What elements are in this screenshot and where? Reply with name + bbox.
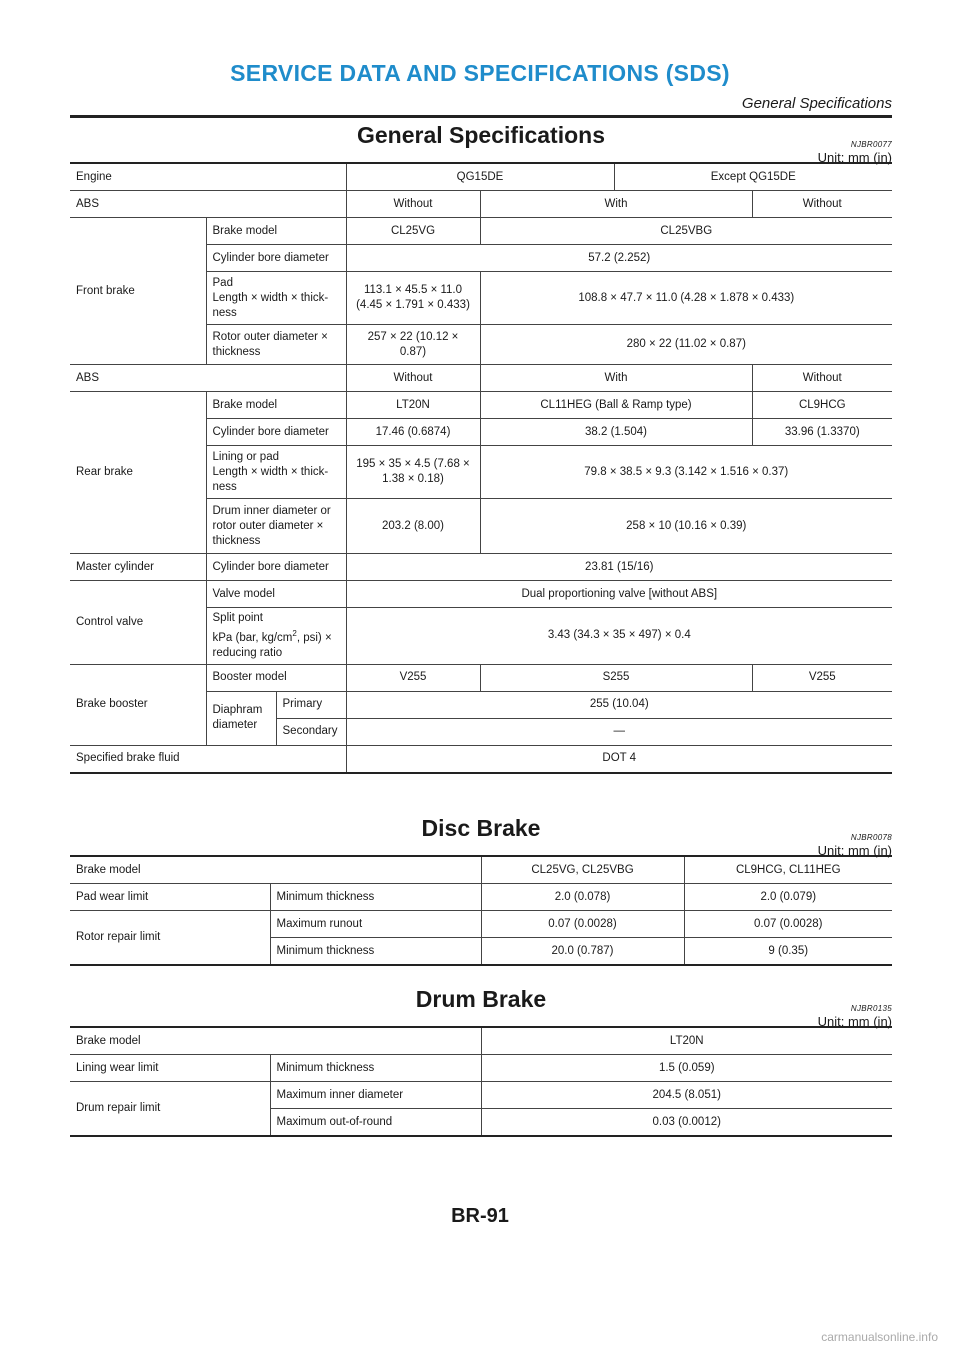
rear-model-lt20n: LT20N: [346, 392, 480, 419]
engine-label: Engine: [70, 163, 346, 191]
rear-model-cl9hcg: CL9HCG: [752, 392, 892, 419]
table-row: [70, 745, 892, 773]
cylinder-bore-label: Cylinder bore diameter: [206, 245, 346, 272]
table-row: [70, 218, 892, 245]
page-number: BR-91: [451, 1205, 509, 1227]
abs-without: Without: [346, 365, 480, 392]
lining-value-2: 79.8 × 38.5 × 9.3 (3.142 × 1.516 × 0.37): [480, 446, 892, 499]
brake-model-label: Brake model: [206, 392, 346, 419]
drum-brake-table: [70, 1026, 892, 1137]
front-cylinder-value: 57.2 (2.252): [346, 245, 892, 272]
front-model-cl25vg: CL25VG: [346, 218, 480, 245]
table-row: [70, 163, 892, 191]
table-row: [70, 1027, 892, 1055]
section-title: Disc Brake: [421, 815, 541, 841]
pad-wear-value-1: 2.0 (0.078): [481, 884, 684, 911]
lining-label: Lining or pad Length × width × thick- ness: [206, 446, 346, 499]
master-cylinder-value: 23.81 (15/16): [346, 554, 892, 581]
page-header-subtitle: General Specifications: [741, 95, 892, 112]
control-valve-label: Control valve: [70, 581, 206, 665]
rear-cylinder-1: 17.46 (0.6874): [346, 419, 480, 446]
section-heading: [70, 813, 892, 858]
abs-with: With: [480, 365, 752, 392]
secondary-value: —: [346, 718, 892, 745]
primary-value: 255 (10.04): [346, 691, 892, 718]
rear-cylinder-2: 38.2 (1.504): [480, 419, 752, 446]
abs-label: ABS: [70, 365, 346, 392]
table-row: [70, 365, 892, 392]
general-spec-table: [70, 162, 892, 774]
abs-without: Without: [752, 365, 892, 392]
pad-wear-label: Pad wear limit: [70, 884, 270, 911]
split-line-2a: kPa (bar, kg/cm: [212, 631, 293, 644]
section-unit: Unit: mm (in): [817, 1014, 892, 1029]
watermark: carmanualsonline.info: [821, 1330, 938, 1344]
section-code: NJBR0135: [850, 1004, 892, 1013]
rotor-value-2: 280 × 22 (11.02 × 0.87): [480, 325, 892, 365]
rear-model-cl11heg: CL11HEG (Ball & Ramp type): [480, 392, 752, 419]
rear-brake-label: Rear brake: [70, 392, 206, 554]
drum-value-2: 258 × 10 (10.16 × 0.39): [480, 499, 892, 554]
max-out-of-round-label: Maximum out-of-round: [270, 1109, 481, 1137]
rotor-value-1: 257 × 22 (10.12 × 0.87): [346, 325, 480, 365]
split-point-value: 3.43 (34.3 × 35 × 497) × 0.4: [346, 608, 892, 665]
engine-except: Except QG15DE: [614, 163, 892, 191]
abs-label: ABS: [70, 191, 346, 218]
pad-value-1: 113.1 × 45.5 × 11.0 (4.45 × 1.791 × 0.433): [346, 272, 480, 325]
thickness-value-2: 9 (0.35): [684, 938, 892, 966]
drum-brake-section: [70, 984, 892, 1137]
diaphragm-label: Diaphram diameter: [206, 691, 276, 745]
primary-label: Primary: [276, 691, 346, 718]
disc-model-2: CL9HCG, CL11HEG: [684, 856, 892, 884]
section-title: Drum Brake: [415, 986, 547, 1012]
front-brake-label: Front brake: [70, 218, 206, 365]
rotor-repair-label: Rotor repair limit: [70, 911, 270, 966]
disc-brake-table: [70, 855, 892, 966]
drum-value-1: 203.2 (8.00): [346, 499, 480, 554]
section-unit: Unit: mm (in): [817, 150, 892, 165]
secondary-label: Secondary: [276, 718, 346, 745]
maximum-runout-label: Maximum runout: [270, 911, 481, 938]
table-row: [70, 664, 892, 691]
lining-value-1: 195 × 35 × 4.5 (7.68 × 1.38 × 0.18): [346, 446, 480, 499]
table-row: [70, 856, 892, 884]
split-line-2b: , psi) ×: [296, 631, 332, 644]
disc-brake-section: [70, 813, 892, 966]
booster-model-3: V255: [752, 664, 892, 691]
minimum-thickness-label: Minimum thickness: [270, 938, 481, 966]
rotor-label: Rotor outer diameter × thickness: [206, 325, 346, 365]
rear-cylinder-3: 33.96 (1.3370): [752, 419, 892, 446]
runout-value-1: 0.07 (0.0028): [481, 911, 684, 938]
table-row: [70, 1055, 892, 1082]
table-row: [70, 1082, 892, 1109]
table-row: [70, 911, 892, 938]
lining-wear-value: 1.5 (0.059): [481, 1055, 892, 1082]
pad-wear-value-2: 2.0 (0.079): [684, 884, 892, 911]
table-row: [70, 191, 892, 218]
brake-fluid-value: DOT 4: [346, 745, 892, 773]
minimum-thickness-label: Minimum thickness: [270, 884, 481, 911]
brake-fluid-label: Specified brake fluid: [70, 745, 346, 773]
disc-brake-model-label: Brake model: [70, 856, 481, 884]
booster-model-label: Booster model: [206, 664, 346, 691]
split-line-1: Split point: [212, 612, 264, 624]
section-heading: [70, 120, 892, 165]
master-cylinder-label: Master cylinder: [70, 554, 206, 581]
page-header-title: SERVICE DATA AND SPECIFICATIONS (SDS): [230, 60, 730, 86]
section-code: NJBR0077: [850, 140, 892, 149]
abs-without: Without: [752, 191, 892, 218]
max-inner-diameter-value: 204.5 (8.051): [481, 1082, 892, 1109]
section-heading: [70, 984, 892, 1029]
pad-label: Pad Length × width × thick- ness: [206, 272, 346, 325]
table-row: [70, 884, 892, 911]
table-row: [70, 581, 892, 608]
booster-model-1: V255: [346, 664, 480, 691]
table-row: [70, 392, 892, 419]
max-inner-diameter-label: Maximum inner diameter: [270, 1082, 481, 1109]
minimum-thickness-label: Minimum thickness: [270, 1055, 481, 1082]
general-specifications-section: [70, 120, 892, 774]
valve-model-label: Valve model: [206, 581, 346, 608]
abs-with: With: [480, 191, 752, 218]
drum-model-value: LT20N: [481, 1027, 892, 1055]
table-row: [70, 554, 892, 581]
split-point-label: [206, 608, 346, 665]
lining-wear-label: Lining wear limit: [70, 1055, 270, 1082]
front-model-cl25vbg: CL25VBG: [480, 218, 892, 245]
section-title: General Specifications: [357, 122, 605, 148]
engine-qg15de: QG15DE: [346, 163, 614, 191]
runout-value-2: 0.07 (0.0028): [684, 911, 892, 938]
max-out-of-round-value: 0.03 (0.0012): [481, 1109, 892, 1137]
brake-model-label: Brake model: [206, 218, 346, 245]
drum-repair-label: Drum repair limit: [70, 1082, 270, 1137]
header-rule: [70, 115, 892, 118]
split-superscript: 2: [292, 629, 297, 638]
cylinder-bore-label: Cylinder bore diameter: [206, 554, 346, 581]
split-line-3: reducing ratio: [212, 646, 283, 659]
cylinder-bore-label: Cylinder bore diameter: [206, 419, 346, 446]
thickness-value-1: 20.0 (0.787): [481, 938, 684, 966]
drum-label: Drum inner diameter or rotor outer diameter × thickness: [206, 499, 346, 554]
disc-model-1: CL25VG, CL25VBG: [481, 856, 684, 884]
pad-value-2: 108.8 × 47.7 × 11.0 (4.28 × 1.878 × 0.433): [480, 272, 892, 325]
section-code: NJBR0078: [850, 833, 892, 842]
drum-brake-model-label: Brake model: [70, 1027, 481, 1055]
section-unit: Unit: mm (in): [817, 843, 892, 858]
brake-booster-label: Brake booster: [70, 664, 206, 745]
booster-model-2: S255: [480, 664, 752, 691]
valve-model-value: Dual proportioning valve [without ABS]: [346, 581, 892, 608]
abs-without: Without: [346, 191, 480, 218]
